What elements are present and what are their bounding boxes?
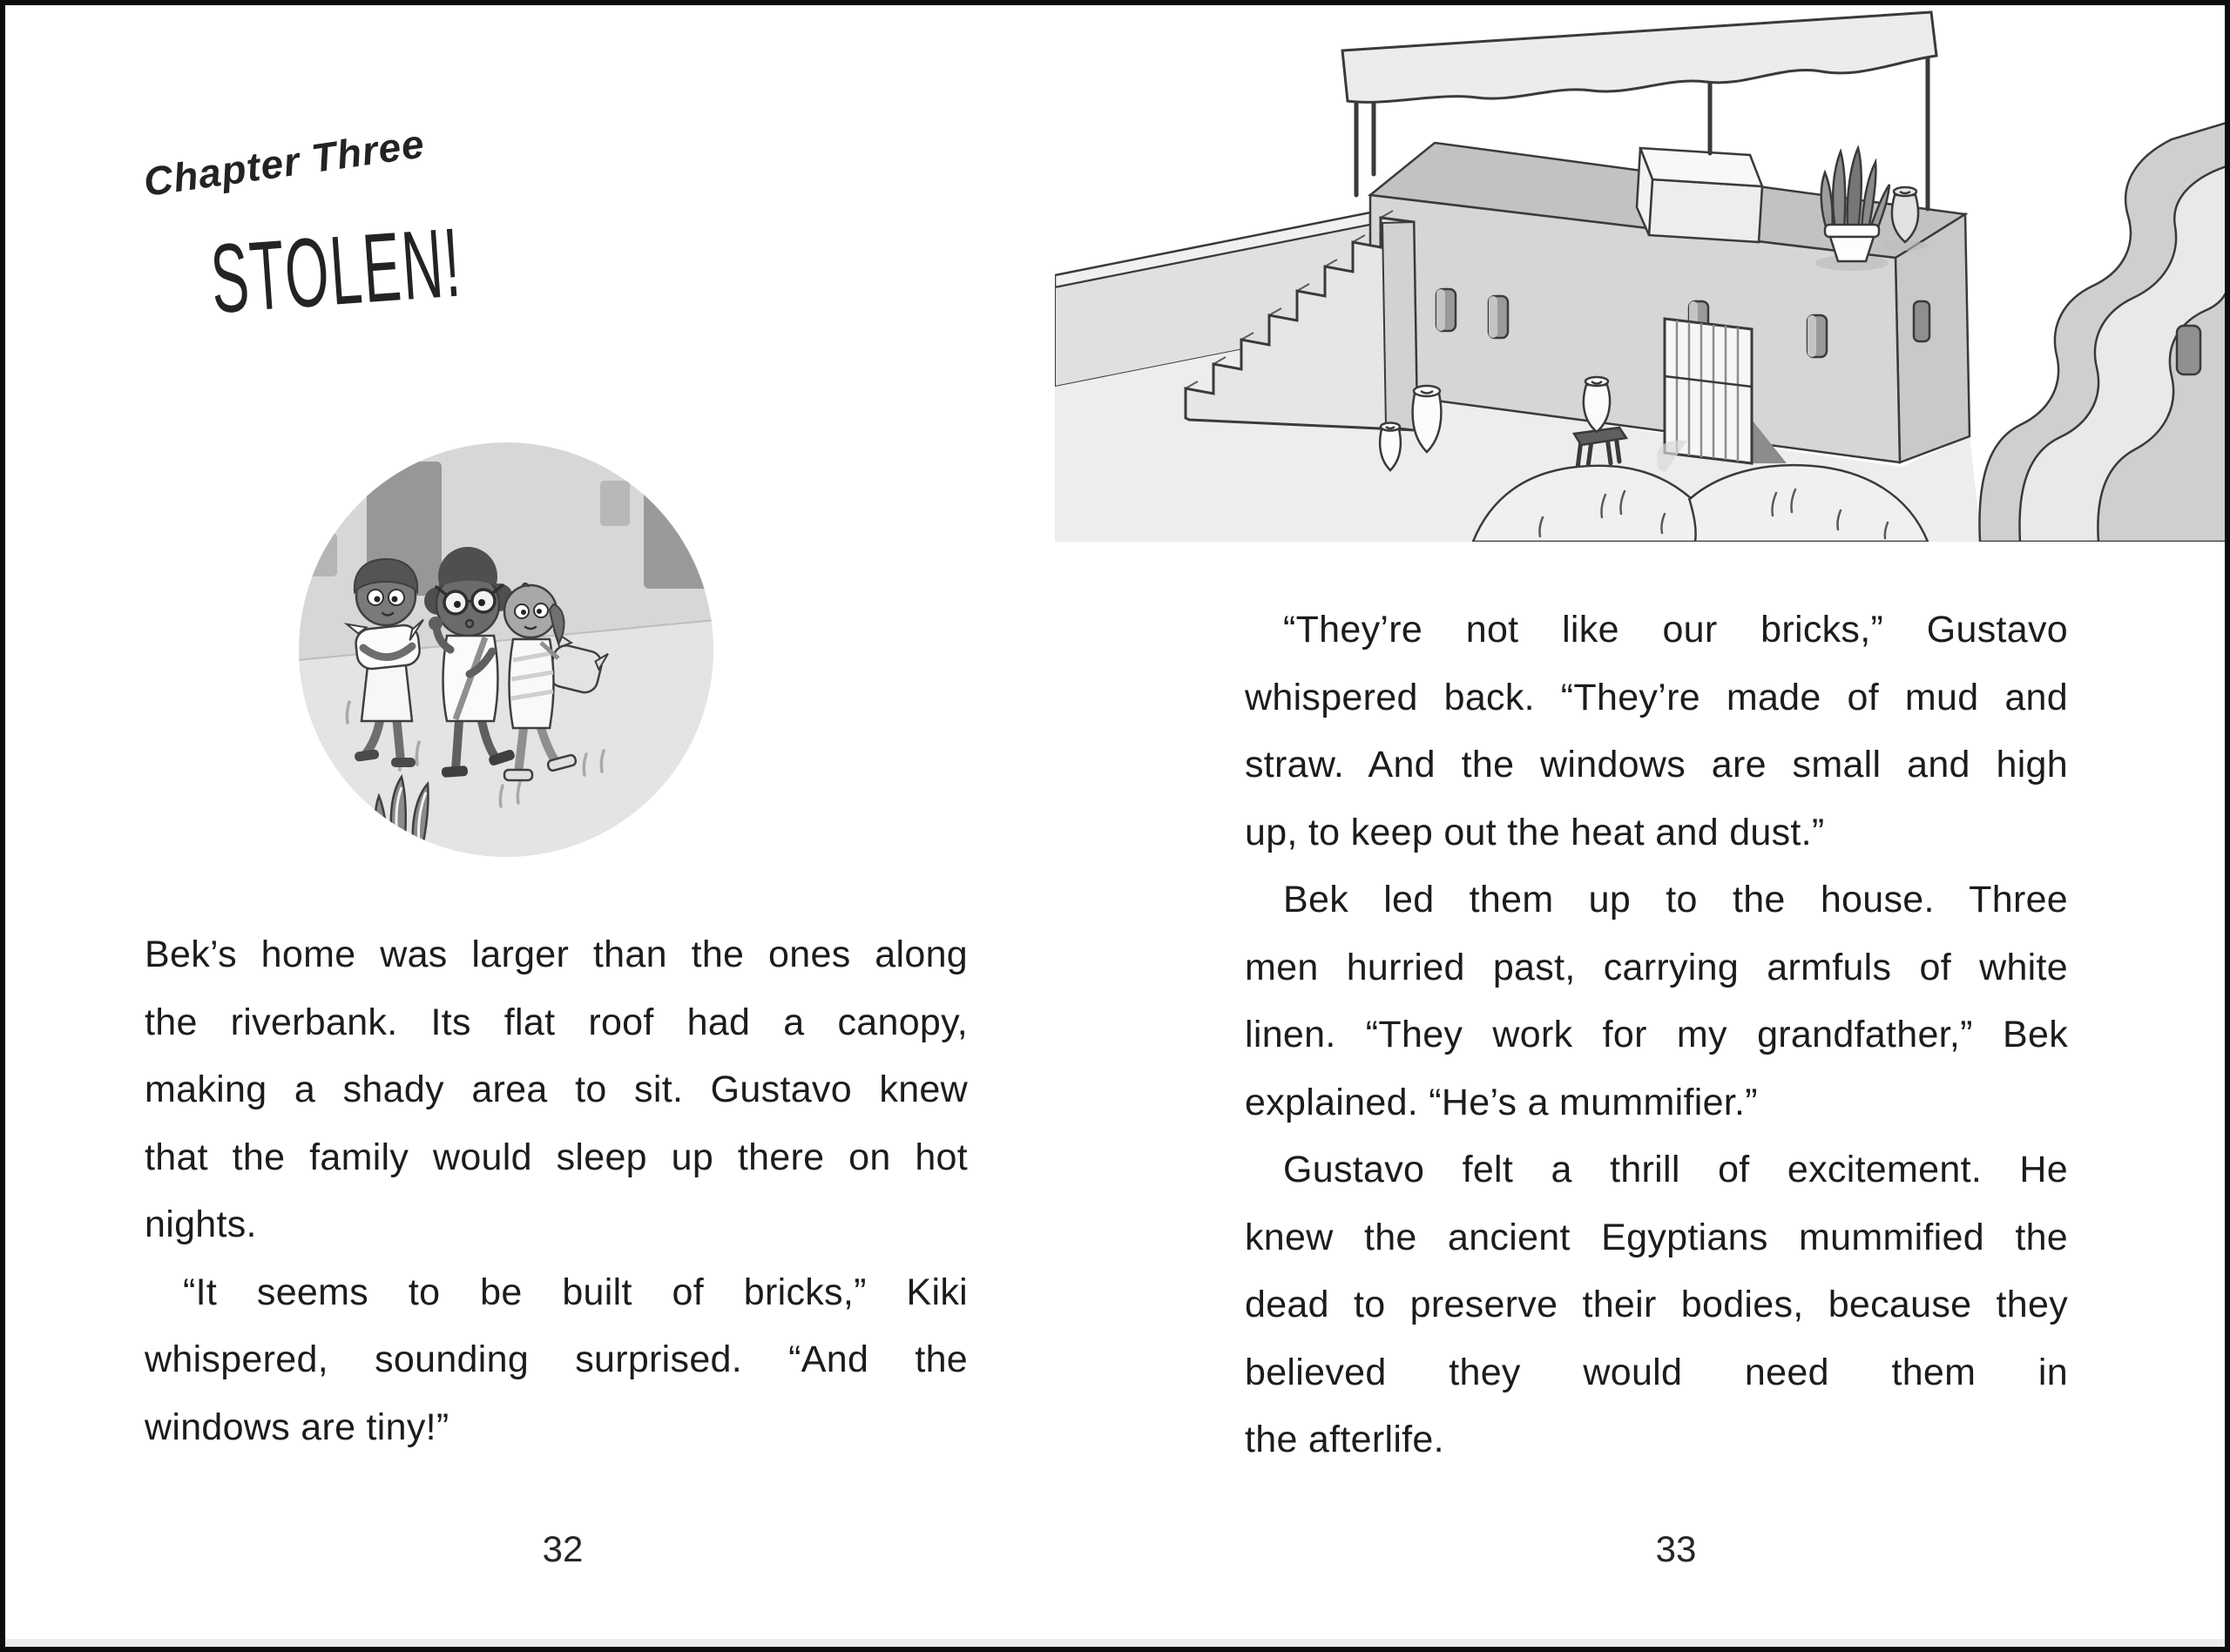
body-text-line: whispered back. “They’re made of mud and xyxy=(1245,676,2068,718)
chapter-label: Chapter Three xyxy=(140,120,428,206)
body-text-line: “They’re not like our bricks,” Gustavo xyxy=(1283,609,2068,651)
doorway-right xyxy=(644,446,715,589)
body-text-line: Gustavo felt a thrill of excitement. He xyxy=(1283,1149,2068,1190)
body-text-line: linen. “They work for my grandfather,” Bek xyxy=(1245,1014,2068,1055)
body-text-line: the riverbank. Its flat roof had a canopy, xyxy=(145,1001,968,1043)
body-text-line: nights. xyxy=(145,1204,257,1245)
page-number-right: 33 xyxy=(1655,1528,1697,1569)
far-wall-window xyxy=(2177,326,2200,374)
children-walking-illustration xyxy=(297,441,715,859)
canopy-fabric xyxy=(1342,12,1936,102)
body-text-line: explained. “He’s a mummifier.” xyxy=(1245,1081,1758,1123)
body-text-line: the afterlife. xyxy=(1245,1419,1444,1460)
egyptian-house-illustration xyxy=(1055,10,2229,542)
body-text-line: Bek’s home was larger than the ones along xyxy=(145,934,968,975)
body-text-line: that the family would sleep up there on hot xyxy=(145,1136,968,1178)
body-text-line: dead to preserve their bodies, because they xyxy=(1245,1284,2068,1325)
house-side-wall xyxy=(1896,214,1970,462)
body-text-line: windows are tiny!” xyxy=(145,1406,449,1448)
body-text-line: making a shady area to sit. Gustavo knew xyxy=(145,1069,968,1110)
page-bottom-shadow xyxy=(5,1639,2225,1647)
body-text-line: knew the ancient Egyptians mummified the xyxy=(1245,1216,2068,1258)
body-text-line: straw. And the windows are small and high xyxy=(1245,744,2068,786)
left-page-body-text xyxy=(145,921,968,1461)
body-text-line: whispered, sounding surprised. “And the xyxy=(145,1338,968,1380)
body-text-line: “It seems to be built of bricks,” Kiki xyxy=(183,1271,968,1313)
chapter-title: STOLEN! xyxy=(207,208,465,335)
roof-platform xyxy=(1637,148,1762,242)
body-text-line: Bek led them up to the house. Three xyxy=(1283,879,2068,920)
body-text-line: believed they would need them in xyxy=(1245,1351,2068,1393)
body-text-line: men hurried past, carrying armfuls of white xyxy=(1245,946,2068,988)
small-window-left xyxy=(309,533,337,577)
body-text-line: up, to keep out the heat and dust.” xyxy=(1245,811,1825,853)
small-window-right xyxy=(600,481,630,526)
page-number-left: 32 xyxy=(542,1528,584,1569)
riverbank-hills xyxy=(1979,122,2229,542)
right-page-body-text xyxy=(1245,597,2068,1474)
